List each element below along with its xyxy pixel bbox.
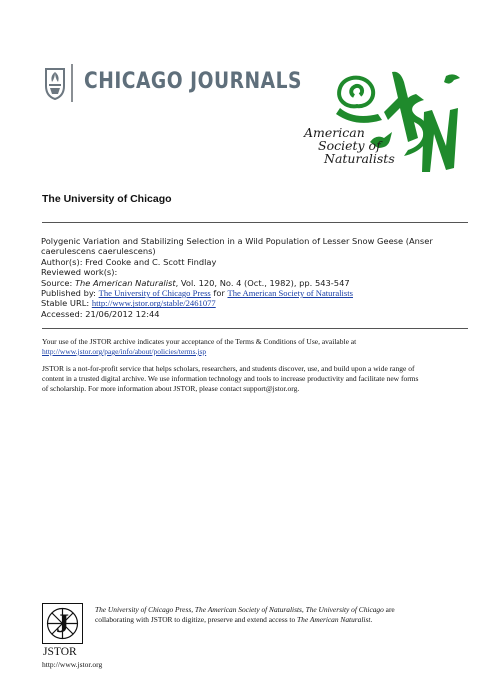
about-line2: content in a trusted digital archive. We use information technology and tools to increase productivity and facilitate new forms: [42, 374, 419, 383]
article-stable-url: [41, 298, 471, 308]
published-label: Published by:: [41, 288, 99, 299]
source-journal: The American Naturalist: [74, 277, 176, 288]
article-metadata: [41, 236, 471, 319]
article-reviewed-works: Reviewed work(s):: [41, 267, 118, 278]
footer-journal-name: The American Naturalist: [297, 614, 371, 624]
footer-collaboration-text: [95, 605, 475, 624]
chicago-journals-logo: [44, 62, 302, 104]
publisher-link-uchicago-press[interactable]: The University of Chicago Press: [98, 288, 211, 299]
logo-divider: [71, 64, 73, 102]
asn-logo: [296, 68, 466, 180]
published-for: for: [210, 288, 228, 299]
jstor-about-paragraph: [42, 364, 470, 394]
source-details: , Vol. 120, No. 4 (Oct., 1982), pp. 543-547: [175, 277, 350, 288]
about-line3: of scholarship. For more information about JSTOR, please contact support@jstor.org.: [42, 384, 300, 393]
footer-collab-prefix: collaborating with JSTOR to digitize, preserve and extend access to: [95, 614, 298, 624]
article-accessed: Accessed: 21/06/2012 12:44: [41, 308, 160, 319]
source-label: Source:: [41, 277, 75, 288]
publisher-link-asn[interactable]: The American Society of Naturalists: [227, 288, 353, 299]
article-authors: Author(s): Fred Cooke and C. Scott Findlay: [41, 256, 217, 267]
asn-line-american: American: [304, 125, 365, 140]
footer-are: are: [383, 605, 395, 614]
article-title-line1: Polygenic Variation and Stabilizing Selection in a Wild Population of Lesser Snow Geese (Anser: [41, 236, 433, 246]
footer-period: .: [370, 614, 373, 624]
jstor-logo-icon: [42, 603, 88, 657]
svg-text:J: J: [56, 609, 69, 638]
stable-url-label: Stable URL:: [41, 298, 92, 309]
terms-paragraph: [42, 337, 470, 357]
asn-line-society-of: Society of: [318, 138, 381, 153]
footer-line1: [95, 605, 475, 615]
article-source: [41, 278, 471, 288]
institution-name: The University of Chicago: [42, 193, 172, 205]
footer-partner-names: The University of Chicago Press, The American Society of Naturalists, The University of Chicago: [95, 605, 384, 614]
footer-line2: [95, 615, 475, 625]
footer-jstor-url[interactable]: http://www.jstor.org: [42, 660, 103, 669]
middle-divider: [42, 328, 468, 329]
university-seal-icon: [44, 66, 66, 100]
about-line1: JSTOR is a not-for-profit service that helps scholars, researchers, and students discover, use, and build upon a wide range of: [42, 364, 415, 373]
article-published-by: [41, 288, 471, 298]
top-divider: [42, 222, 468, 223]
asn-line-naturalists: Naturalists: [324, 151, 395, 166]
terms-text: Your use of the JSTOR archive indicates your acceptance of the Terms & Conditions of Use, available at: [42, 337, 357, 346]
article-title-line2: caerulescens caerulescens): [41, 246, 156, 257]
chicago-journals-wordmark: CHICAGO JOURNALS: [84, 68, 302, 94]
jstor-logo-letters: JSTOR: [43, 646, 77, 657]
terms-link[interactable]: http://www.jstor.org/page/info/about/policies/terms.jsp: [42, 347, 207, 356]
stable-url-link[interactable]: http://www.jstor.org/stable/2461077: [91, 298, 216, 309]
